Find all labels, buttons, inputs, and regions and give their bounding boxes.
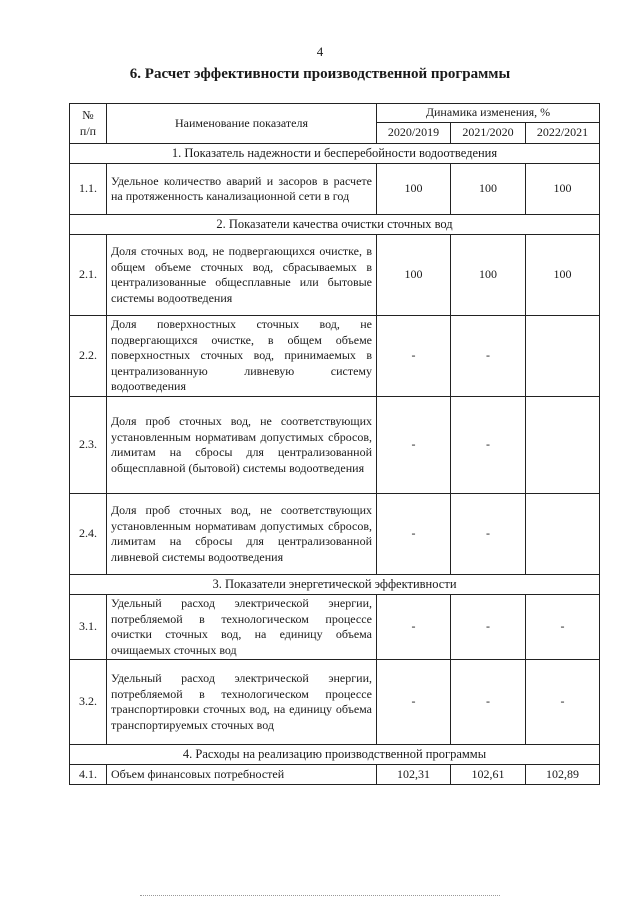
value-cell: - [526, 660, 600, 745]
section-header-row [70, 144, 600, 164]
indicator-name: Объем финансовых потребностей [107, 765, 377, 785]
value-cell [526, 397, 600, 494]
value-cell: - [451, 316, 526, 397]
value-cell [526, 494, 600, 575]
value-cell: 100 [526, 164, 600, 215]
value-cell: - [377, 660, 451, 745]
table-row [70, 595, 600, 660]
section-title: 4. Расходы на реализацию производственной программы [70, 745, 600, 765]
value-cell: - [377, 316, 451, 397]
row-number: 3.2. [70, 660, 107, 745]
table-row [70, 397, 600, 494]
indicator-name: Доля проб сточных вод, не соответствующих установленным нормативам допустимых сбросов, лимитам на сбросы для централизованной ливневой системы водоотведения [107, 494, 377, 575]
table-row [70, 765, 600, 785]
section-title: 2. Показатели качества очистки сточных вод [70, 215, 600, 235]
value-cell: 102,89 [526, 765, 600, 785]
value-cell: - [377, 397, 451, 494]
section-title: 3. Показатели энергетической эффективности [70, 575, 600, 595]
value-cell: 100 [451, 235, 526, 316]
indicator-name: Доля поверхностных сточных вод, не подвергающихся очистке, в общем объеме поверхностных сточных вод, принимаемых в централизованную ливневую систему водоотведения [107, 316, 377, 397]
table-row [70, 316, 600, 397]
indicator-name: Удельный расход электрической энергии, потребляемой в технологическом процессе транспортировки сточных вод, на единицу объема транспортируемых сточных вод [107, 660, 377, 745]
indicator-name: Доля сточных вод, не подвергающихся очистке, в общем объеме сточных вод, сбрасываемых в централизованные общесплавные или бытовые системы водоотведения [107, 235, 377, 316]
value-cell: - [451, 397, 526, 494]
header-dynamics: Динамика изменения, % [377, 104, 600, 123]
row-number: 2.2. [70, 316, 107, 397]
row-number: 2.4. [70, 494, 107, 575]
header-year: 2020/2019 [377, 122, 451, 143]
efficiency-table [69, 103, 600, 785]
value-cell: 102,31 [377, 765, 451, 785]
value-cell: - [377, 494, 451, 575]
header-year: 2021/2020 [451, 122, 526, 143]
value-cell: - [451, 494, 526, 575]
section-title: 1. Показатель надежности и бесперебойности водоотведения [70, 144, 600, 164]
header-year: 2022/2021 [526, 122, 600, 143]
row-number: 2.1. [70, 235, 107, 316]
row-number: 4.1. [70, 765, 107, 785]
page-number: 4 [316, 44, 324, 59]
indicator-name: Доля проб сточных вод, не соответствующих установленным нормативам допустимых сбросов, лимитам на сбросы для централизованной общесплавной (бытовой) системы водоотведения [107, 397, 377, 494]
value-cell: 100 [526, 235, 600, 316]
value-cell: 102,61 [451, 765, 526, 785]
value-cell: - [377, 595, 451, 660]
value-cell: - [451, 660, 526, 745]
value-cell: - [526, 595, 600, 660]
indicator-name: Удельное количество аварий и засоров в расчете на протяженность канализационной сети в год [107, 164, 377, 215]
value-cell: 100 [377, 164, 451, 215]
row-number: 3.1. [70, 595, 107, 660]
value-cell: 100 [451, 164, 526, 215]
indicator-name: Удельный расход электрической энергии, потребляемой в технологическом процессе очистки сточных вод, на единицу объема очищаемых сточных вод [107, 595, 377, 660]
section-header-row [70, 745, 600, 765]
footer-scan-line [140, 895, 500, 897]
section-header-row [70, 215, 600, 235]
table-row [70, 494, 600, 575]
table-row [70, 235, 600, 316]
row-number: 2.3. [70, 397, 107, 494]
table-row [70, 660, 600, 745]
header-indicator-name: Наименование показателя [107, 104, 377, 144]
header-number: № п/п [70, 104, 107, 144]
document-title: 6. Расчет эффективности производственной программы [129, 66, 511, 82]
section-header-row [70, 575, 600, 595]
value-cell [526, 316, 600, 397]
value-cell: 100 [377, 235, 451, 316]
value-cell: - [451, 595, 526, 660]
row-number: 1.1. [70, 164, 107, 215]
table-row [70, 164, 600, 215]
